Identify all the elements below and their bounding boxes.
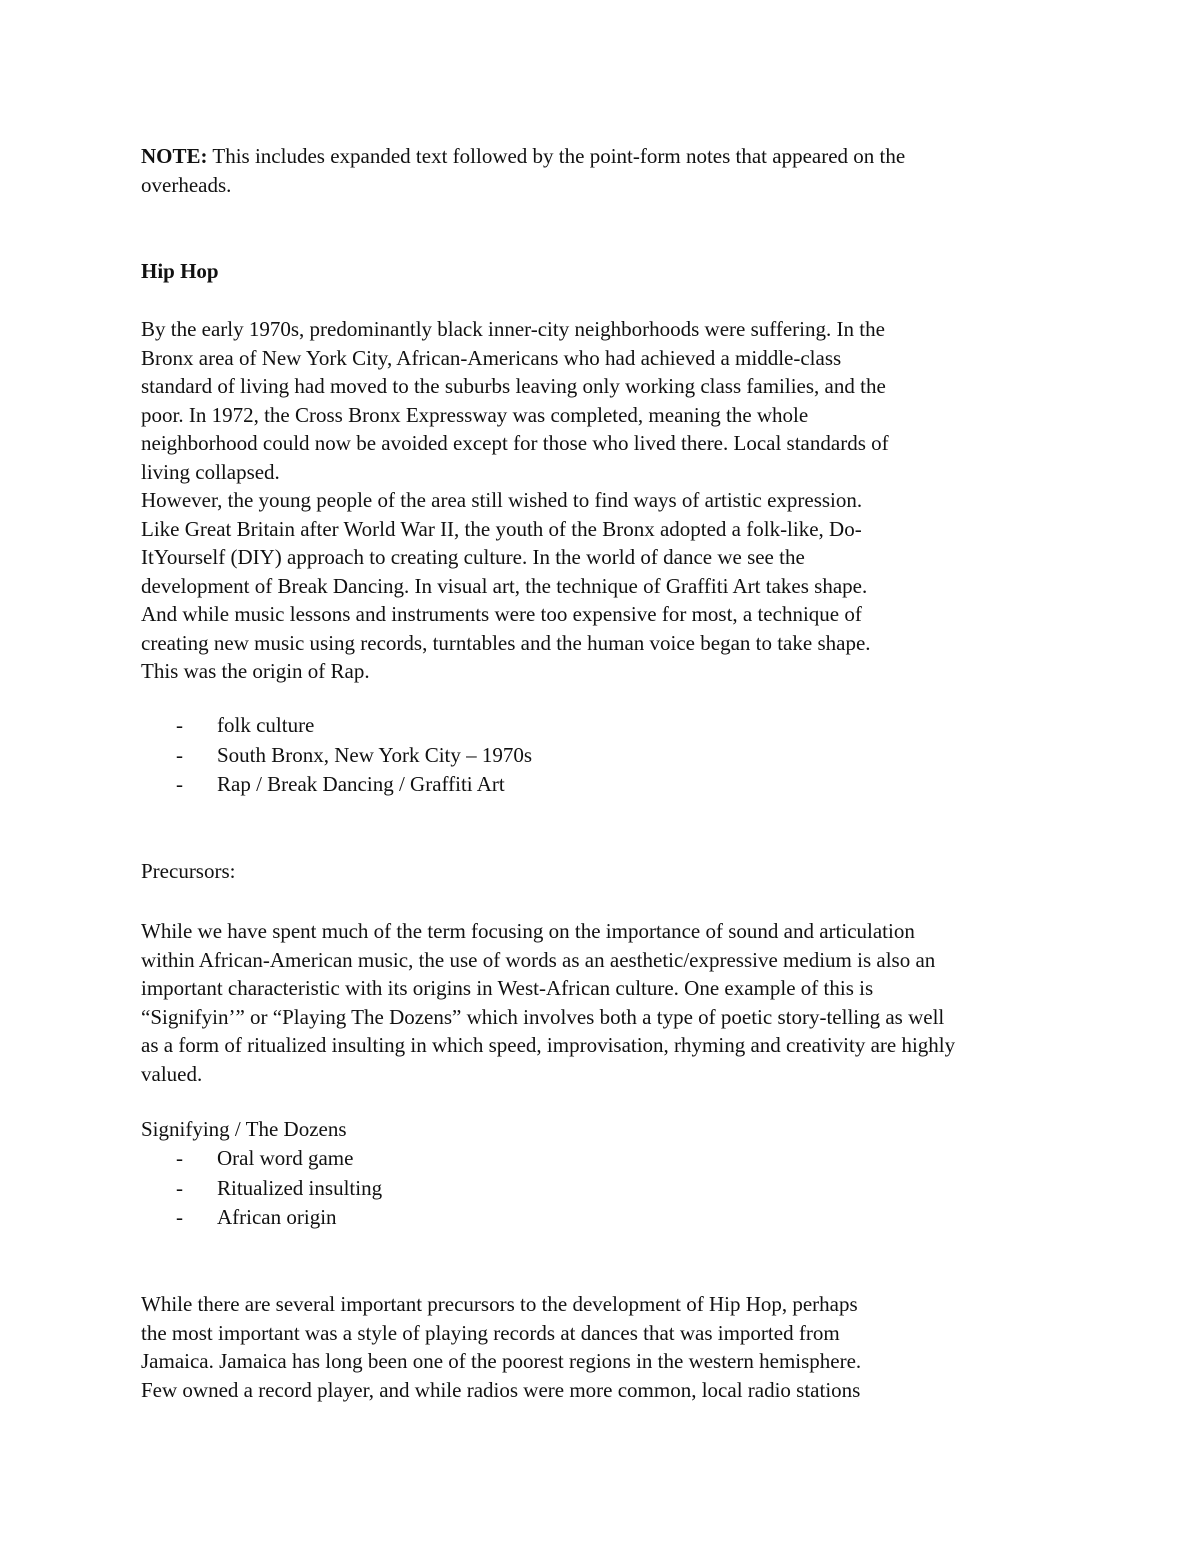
list-item — [141, 711, 532, 741]
list-item-text: South Bronx, New York City – 1970s — [217, 742, 533, 767]
intro-line: And while music lessons and instruments were too expensive for most, a technique of — [141, 602, 862, 626]
list-item-text: African origin — [217, 1205, 337, 1229]
intro-line: creating new music using records, turntables and the human voice began to take shape. — [141, 630, 871, 655]
bullet-dash: - — [176, 1175, 183, 1200]
note-line-1 — [141, 142, 1070, 171]
list-item-text: Ritualized insulting — [217, 1175, 383, 1200]
intro-line: However, the young people of the area still wished to find ways of artistic expression. — [141, 488, 863, 512]
precursors-line: While we have spent much of the term focusing on the importance of sound and articulation — [141, 919, 915, 943]
intro-line: Like Great Britain after World War II, the youth of the Bronx adopted a folk-like, Do- — [141, 516, 862, 541]
precursors-line: within African-American music, the use of words as an aesthetic/expressive medium is also an — [141, 947, 936, 972]
list-item-text: folk culture — [217, 713, 315, 737]
list-item — [141, 1174, 382, 1204]
intro-line: ItYourself (DIY) approach to creating culture. In the world of dance we see the — [141, 545, 805, 569]
list-item — [141, 1203, 382, 1233]
bullet-dash: - — [176, 713, 183, 737]
intro-line: poor. In 1972, the Cross Bronx Expressway was completed, meaning the whole — [141, 402, 809, 427]
note-paragraph — [141, 142, 1070, 199]
signifying-label: Signifying / The Dozens — [141, 1117, 347, 1141]
intro-line: standard of living had moved to the suburbs leaving only working class families, and the — [141, 374, 886, 398]
final-line: the most important was a style of playing records at dances that was imported from — [141, 1320, 840, 1345]
bullet-dash: - — [176, 772, 183, 796]
signifying-bullet-list — [141, 1144, 382, 1233]
list-item-text: Oral word game — [217, 1146, 354, 1170]
precursors-label: Precursors: — [141, 859, 236, 883]
precursors-paragraph — [141, 917, 1070, 1088]
bullet-dash: - — [176, 1205, 183, 1229]
section-heading: Hip Hop — [141, 259, 219, 283]
intro-line: Bronx area of New York City, African-Americans who had achieved a middle-class — [141, 345, 842, 370]
list-item — [141, 741, 532, 771]
note-text: This includes expanded text followed by the point-form notes that appeared on the — [207, 144, 906, 168]
final-line: Few owned a record player, and while radios were more common, local radio stations — [141, 1377, 861, 1402]
intro-line: By the early 1970s, predominantly black inner-city neighborhoods were suffering. In the — [141, 317, 885, 341]
intro-line: neighborhood could now be avoided except for those who lived there. Local standards of — [141, 431, 889, 455]
list-item-text: Rap / Break Dancing / Graffiti Art — [217, 772, 505, 796]
overview-bullet-list — [141, 711, 532, 800]
precursors-line: “Signifyin’” or “Playing The Dozens” which involves both a type of poetic story-telling as well — [141, 1004, 945, 1029]
precursors-line: as a form of ritualized insulting in which speed, improvisation, rhyming and creativity are highly — [141, 1033, 956, 1057]
list-item — [141, 1144, 382, 1174]
intro-line: development of Break Dancing. In visual art, the technique of Graffiti Art takes shape. — [141, 573, 868, 598]
bullet-dash: - — [176, 1146, 183, 1170]
final-line: Jamaica. Jamaica has long been one of the poorest regions in the western hemisphere. — [141, 1349, 862, 1373]
intro-line: This was the origin of Rap. — [141, 659, 370, 683]
intro-paragraph — [141, 315, 1070, 686]
note-line-2: overheads. — [141, 172, 232, 197]
list-item — [141, 770, 532, 800]
final-line: While there are several important precursors to the development of Hip Hop, perhaps — [141, 1292, 858, 1316]
bullet-dash: - — [176, 742, 183, 767]
intro-line: living collapsed. — [141, 459, 280, 484]
final-paragraph — [141, 1290, 1070, 1404]
precursors-line: valued. — [141, 1061, 203, 1086]
precursors-line: important characteristic with its origins in West-African culture. One example of this is — [141, 976, 874, 1000]
note-label: NOTE: — [141, 144, 208, 168]
